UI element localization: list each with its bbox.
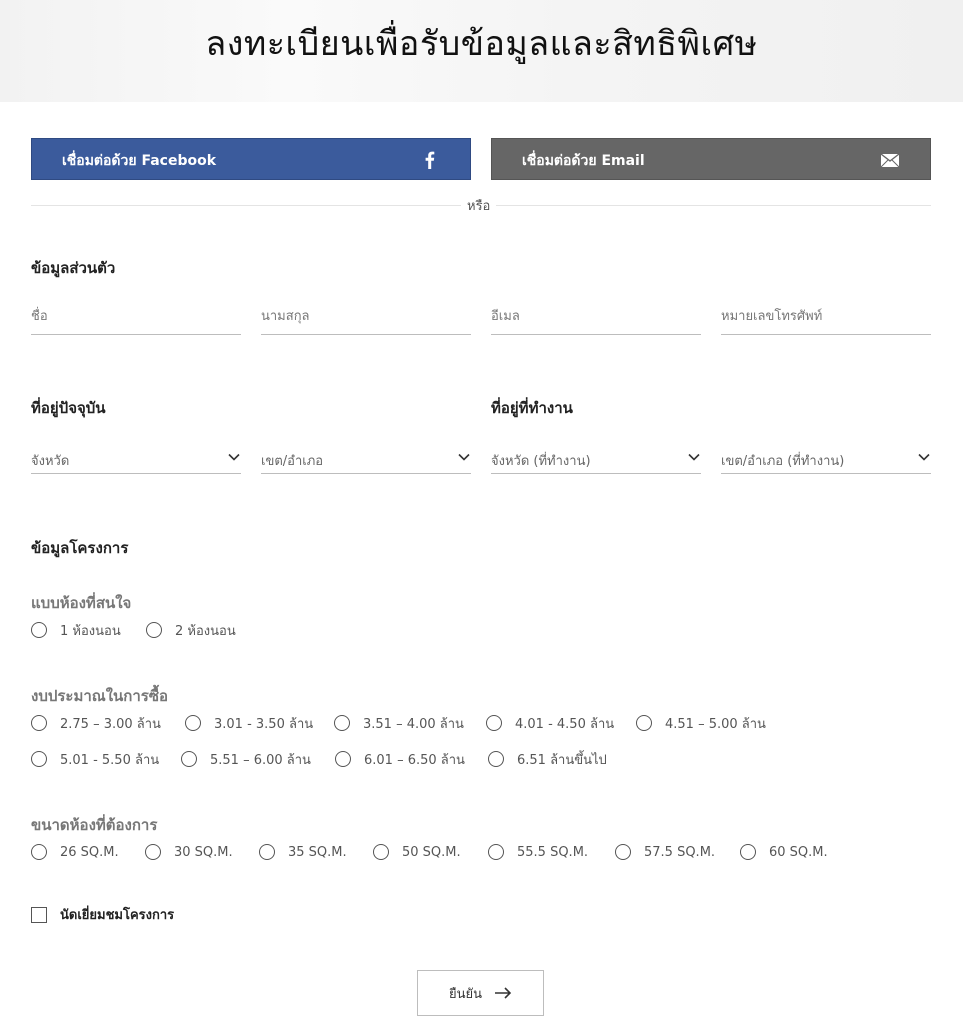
work-province-select-value: จังหวัด (ที่ทำงาน) — [491, 454, 591, 469]
district-select[interactable] — [261, 438, 471, 474]
room-size-option[interactable] — [615, 842, 715, 862]
radio-circle[interactable] — [31, 715, 47, 731]
budget-option-label: 3.01 - 3.50 ล้าน — [214, 716, 314, 732]
chevron-down-icon — [457, 450, 471, 464]
radio-circle[interactable] — [31, 844, 47, 860]
room-type-option[interactable] — [146, 620, 236, 640]
facebook-button-label: เชื่อมต่อด้วย Facebook — [62, 153, 217, 169]
budget-option[interactable] — [31, 749, 159, 769]
personal-info-title: ข้อมูลส่วนตัว — [31, 259, 116, 277]
budget-option[interactable] — [488, 749, 607, 769]
work-district-select-value: เขต/อำเภอ (ที่ทำงาน) — [721, 454, 845, 469]
room-size-option-label: 60 SQ.M. — [769, 844, 828, 860]
budget-option[interactable] — [181, 749, 311, 769]
project-info-title: ข้อมูลโครงการ — [31, 539, 129, 557]
radio-circle[interactable] — [615, 844, 631, 860]
phone-field[interactable] — [721, 299, 931, 335]
or-text: หรือ — [461, 195, 496, 216]
budget-option-label: 6.01 – 6.50 ล้าน — [364, 752, 465, 768]
room-size-option-label: 35 SQ.M. — [288, 844, 347, 860]
radio-circle[interactable] — [636, 715, 652, 731]
room-size-option-label: 50 SQ.M. — [402, 844, 461, 860]
submit-button-label: ยืนยัน — [448, 986, 482, 1002]
radio-circle[interactable] — [145, 844, 161, 860]
radio-circle[interactable] — [259, 844, 275, 860]
radio-circle[interactable] — [488, 751, 504, 767]
room-size-option[interactable] — [31, 842, 119, 862]
room-size-option[interactable] — [488, 842, 588, 862]
room-size-option-label: 57.5 SQ.M. — [644, 844, 716, 860]
radio-circle[interactable] — [185, 715, 201, 731]
budget-option-label: 4.51 – 5.00 ล้าน — [665, 716, 766, 732]
radio-circle[interactable] — [486, 715, 502, 731]
email-connect-button[interactable] — [491, 138, 931, 180]
room-size-option-label: 55.5 SQ.M. — [517, 844, 589, 860]
budget-option-label: 6.51 ล้านขึ้นไป — [517, 752, 607, 768]
budget-option-label: 5.51 – 6.00 ล้าน — [210, 752, 311, 768]
radio-circle[interactable] — [31, 751, 47, 767]
room-type-option-label: 2 ห้องนอน — [175, 623, 236, 639]
room-size-option[interactable] — [145, 842, 233, 862]
budget-option[interactable] — [334, 713, 464, 733]
radio-circle[interactable] — [334, 715, 350, 731]
visit-project-label: นัดเยี่ยมชมโครงการ — [60, 908, 175, 923]
email-field[interactable] — [491, 299, 701, 335]
checkbox-box[interactable] — [31, 907, 47, 923]
radio-circle[interactable] — [740, 844, 756, 860]
budget-label: งบประมาณในการซื้อ — [31, 687, 169, 705]
work-address-title: ที่อยู่ที่ทำงาน — [491, 399, 573, 417]
room-size-option[interactable] — [373, 842, 461, 862]
email-button-label: เชื่อมต่อด้วย Email — [522, 153, 645, 169]
submit-button[interactable] — [417, 970, 544, 1016]
room-size-option[interactable] — [259, 842, 347, 862]
email-input[interactable] — [491, 299, 701, 334]
current-address-title: ที่อยู่ปัจจุบัน — [31, 399, 106, 417]
first-name-input[interactable] — [31, 299, 241, 334]
arrow-right-icon — [494, 987, 512, 999]
radio-circle[interactable] — [181, 751, 197, 767]
facebook-connect-button[interactable] — [31, 138, 471, 180]
first-name-field[interactable] — [31, 299, 241, 335]
work-district-select[interactable] — [721, 438, 931, 474]
envelope-icon — [880, 150, 900, 170]
province-select[interactable] — [31, 438, 241, 474]
budget-option-label: 3.51 – 4.00 ล้าน — [363, 716, 464, 732]
work-province-select[interactable] — [491, 438, 701, 474]
hero-banner — [0, 0, 963, 102]
room-size-option-label: 30 SQ.M. — [174, 844, 233, 860]
budget-option-label: 4.01 - 4.50 ล้าน — [515, 716, 615, 732]
visit-project-checkbox[interactable] — [31, 904, 174, 925]
province-select-value: จังหวัด — [31, 454, 70, 469]
room-size-option-label: 26 SQ.M. — [60, 844, 119, 860]
budget-option-label: 2.75 – 3.00 ล้าน — [60, 716, 161, 732]
page-title: ลงทะเบียนเพื่อรับข้อมูลและสิทธิพิเศษ — [205, 24, 758, 64]
budget-option-label: 5.01 - 5.50 ล้าน — [60, 752, 160, 768]
budget-option[interactable] — [335, 749, 465, 769]
chevron-down-icon — [687, 450, 701, 464]
phone-input[interactable] — [721, 299, 931, 334]
budget-option[interactable] — [185, 713, 313, 733]
last-name-input[interactable] — [261, 299, 471, 334]
budget-option[interactable] — [31, 713, 161, 733]
room-type-option[interactable] — [31, 620, 121, 640]
facebook-icon — [420, 150, 440, 170]
budget-option[interactable] — [636, 713, 766, 733]
radio-circle[interactable] — [373, 844, 389, 860]
room-size-option[interactable] — [740, 842, 828, 862]
radio-circle[interactable] — [335, 751, 351, 767]
radio-circle[interactable] — [146, 622, 162, 638]
chevron-down-icon — [227, 450, 241, 464]
district-select-value: เขต/อำเภอ — [261, 454, 324, 469]
chevron-down-icon — [917, 450, 931, 464]
room-type-option-label: 1 ห้องนอน — [60, 623, 121, 639]
room-type-label: แบบห้องที่สนใจ — [31, 594, 132, 612]
radio-circle[interactable] — [488, 844, 504, 860]
budget-option[interactable] — [486, 713, 614, 733]
last-name-field[interactable] — [261, 299, 471, 335]
radio-circle[interactable] — [31, 622, 47, 638]
room-size-label: ขนาดห้องที่ต้องการ — [31, 816, 158, 834]
